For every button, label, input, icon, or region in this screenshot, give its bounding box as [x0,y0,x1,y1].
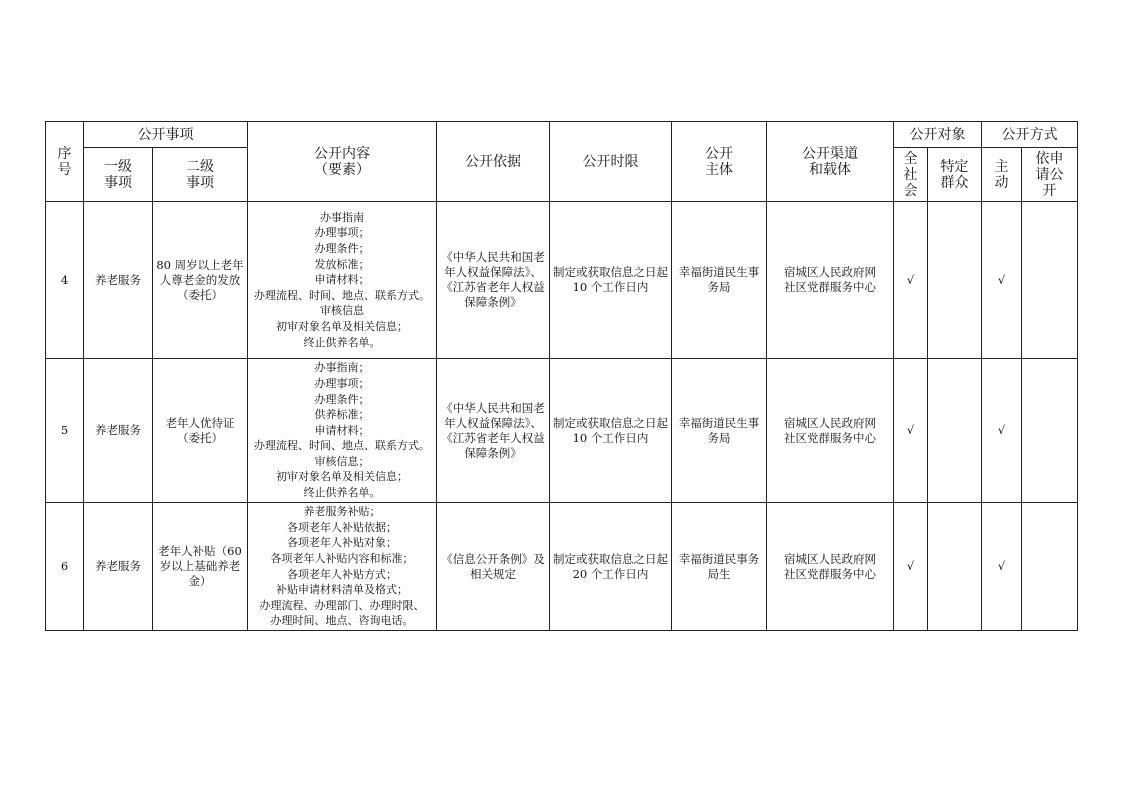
cell-specific [928,202,982,359]
header-specific: 特定 群众 [928,148,982,202]
cell-active-check: √ [982,503,1022,631]
header-level1: 一级事项 [84,148,153,202]
cell-on-request [1022,202,1078,359]
cell-channel: 宿城区人民政府网 社区党群服务中心 [767,359,894,503]
cell-society-check: √ [894,503,928,631]
cell-channel: 宿城区人民政府网 社区党群服务中心 [767,202,894,359]
cell-basis: 《信息公开条例》及相关规定 [437,503,550,631]
header-level2: 二级事项 [153,148,248,202]
table-row [46,503,1078,631]
cell-specific [928,503,982,631]
cell-level2: 老年人补贴（60 岁以上基础养老金） [153,503,248,631]
header-on-request: 依申请公开 [1022,148,1078,202]
cell-on-request [1022,359,1078,503]
cell-content: 办事指南 办理事项； 办理条件； 发放标准； 申请材料； 办理流程、时间、地点、联系方式。 审核信息 初审对象名单及相关信息； 终止供养名单。 [248,202,437,359]
cell-level1: 养老服务 [84,202,153,359]
header-row-1 [46,122,1078,148]
header-items: 公开事项 [84,122,248,148]
cell-time-limit: 制定或获取信息之日起 10 个工作日内 [550,202,672,359]
cell-level2: 80 周岁以上老年人尊老金的发放（委托） [153,202,248,359]
header-content: 公开内容 （要素） [248,122,437,202]
cell-level1: 养老服务 [84,503,153,631]
header-active: 主动 [982,148,1022,202]
cell-level1: 养老服务 [84,359,153,503]
cell-seq: 5 [46,359,84,503]
cell-content: 办事指南； 办理事项； 办理条件； 供养标准； 申请材料； 办理流程、时间、地点、联系方式。 审核信息； 初审对象名单及相关信息； 终止供养名单。 [248,359,437,503]
cell-channel: 宿城区人民政府网 社区党群服务中心 [767,503,894,631]
cell-time-limit: 制定或获取信息之日起 10 个工作日内 [550,359,672,503]
header-audience: 公开对象 [894,122,982,148]
cell-active-check: √ [982,202,1022,359]
cell-seq: 6 [46,503,84,631]
cell-subject: 幸福街道民生事务局 [672,202,767,359]
cell-subject: 幸福街道民事务局生 [672,503,767,631]
table-row [46,202,1078,359]
cell-society-check: √ [894,202,928,359]
header-seq: 序号 [46,122,84,202]
cell-on-request [1022,503,1078,631]
cell-basis: 《中华人民共和国老年人权益保障法》、《江苏省老年人权益保障条例》 [437,202,550,359]
cell-society-check: √ [894,359,928,503]
cell-content: 养老服务补贴； 各项老年人补贴依据； 各项老年人补贴对象； 各项老年人补贴内容和标准； 各项老年人补贴方式； 补贴申请材料清单及格式； 办理流程、办理部门、办理时限、 办理时间、地点、咨询电话。 [248,503,437,631]
header-society: 全社会 [894,148,928,202]
cell-time-limit: 制定或获取信息之日起 20 个工作日内 [550,503,672,631]
cell-specific [928,359,982,503]
header-time-limit: 公开时限 [550,122,672,202]
cell-level2: 老年人优待证（委托） [153,359,248,503]
cell-subject: 幸福街道民生事务局 [672,359,767,503]
disclosure-table [45,121,1078,631]
header-method: 公开方式 [982,122,1078,148]
header-basis: 公开依据 [437,122,550,202]
header-channel: 公开渠道 和载体 [767,122,894,202]
cell-active-check: √ [982,359,1022,503]
header-subject: 公开 主体 [672,122,767,202]
cell-seq: 4 [46,202,84,359]
cell-basis: 《中华人民共和国老年人权益保障法》、《江苏省老年人权益保障条例》 [437,359,550,503]
table-row [46,359,1078,503]
